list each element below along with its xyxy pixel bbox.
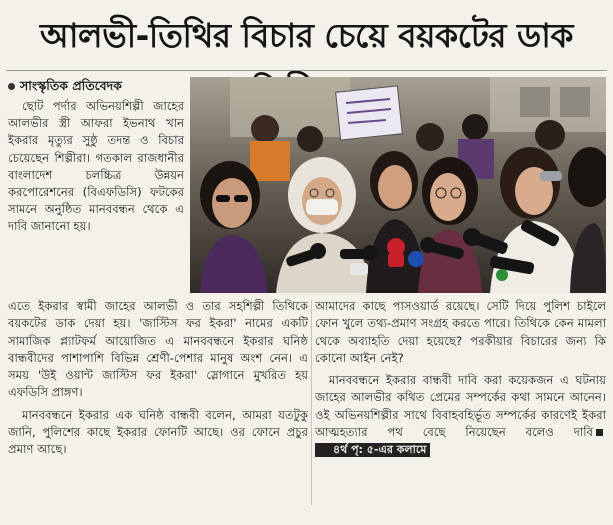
headline: আলভী-তিথির বিচার চেয়ে বয়কটের ডাক xyxy=(40,16,573,55)
byline xyxy=(8,77,184,95)
continuation-note[interactable]: ৪র্থ পৃ: ৫-এর কলামে xyxy=(315,443,430,457)
column-divider xyxy=(311,300,312,505)
paragraph-5-text: মানববন্ধনে ইকরার বান্ধবী দাবি করা কয়েকজন এ ঘটনায় জাহের আলভীর কথিত প্রেমের সম্পর্কের কথা সামনে আনেন। ওই অভিনয়শিল্পীর সাথে বিবাহবহির্ভূত সম্পর্কের কারণেই ইকরা আত্মহত্যার পথ বেছে নিয়েছেন বলেও দাবি xyxy=(315,373,606,440)
article-column-left xyxy=(8,298,308,459)
square-bullet-icon xyxy=(596,429,603,436)
article-column-top xyxy=(8,98,184,236)
paragraph-2: এতে ইকরার স্বামী জাহের আলভী ও তার সহশিল্পী তিথিকে বয়কটের ডাক দেয়া হয়। 'জাস্টিস ফর ইকরা' নামের একটি সামাজিক প্ল্যাটফর্ম আয়োজিত এ মানববন্ধনে ইকরার ঘনিষ্ঠ বান্ধবীদের পাশাপাশি বিভিন্ন শ্রেণী-পেশার মানুষ অংশ নেন। এ সময় 'উই ওয়ান্ট জাস্টিস ফর ইকরা' স্লোগানে মুখরিত হয় এফডিসি প্রাঙ্গণ। xyxy=(8,299,308,400)
paragraph-1: ছোট পর্দার অভিনয়শিল্পী জাহের আলভীর স্ত্রী আফরা ইভনাথ খান ইকরার মৃত্যুর সুষ্ঠু তদন্ত ও বিচার চেয়েছেন শিল্পীরা। গতকাল রাজধানীর বাংলাদেশ চলচ্চিত্র উন্নয়ন করপোরেশনের (বিএফডিসি) ফটকের সামনে অনুষ্ঠিত মানববন্ধন থেকে এ দাবি জানানো হয়। xyxy=(8,99,184,234)
bullet-icon xyxy=(8,83,15,90)
paragraph-4: আমাদের কাছে পাসওয়ার্ড রয়েছে। সেটি দিয়ে পুলিশ চাইলে ফোন খুলে তথ্য-প্রমাণ সংগ্রহ করতে পারে। তিথিকে কেন মামলা থেকে অব্যাহতি দেয়া হয়েছে? পরকীয়ার বিচারের জন্য কি কোনো আইন নেই? xyxy=(315,299,606,365)
article-column-right xyxy=(315,298,606,459)
headline-rule xyxy=(6,70,607,71)
protest-scene-illustration xyxy=(190,77,606,293)
news-photo xyxy=(190,77,606,293)
paragraph-5 xyxy=(315,372,606,458)
paragraph-3: মানববন্ধনে ইকরার এক ঘনিষ্ঠ বান্ধবী বলেন, আমরা যতটুকু জানি, পুলিশের কাছে ইকরার ফোনটি আছে। ওর ফোনে প্রচুর প্রমাণ আছে। xyxy=(8,407,308,457)
byline-text: সাংস্কৃতিক প্রতিবেদক xyxy=(20,78,122,93)
